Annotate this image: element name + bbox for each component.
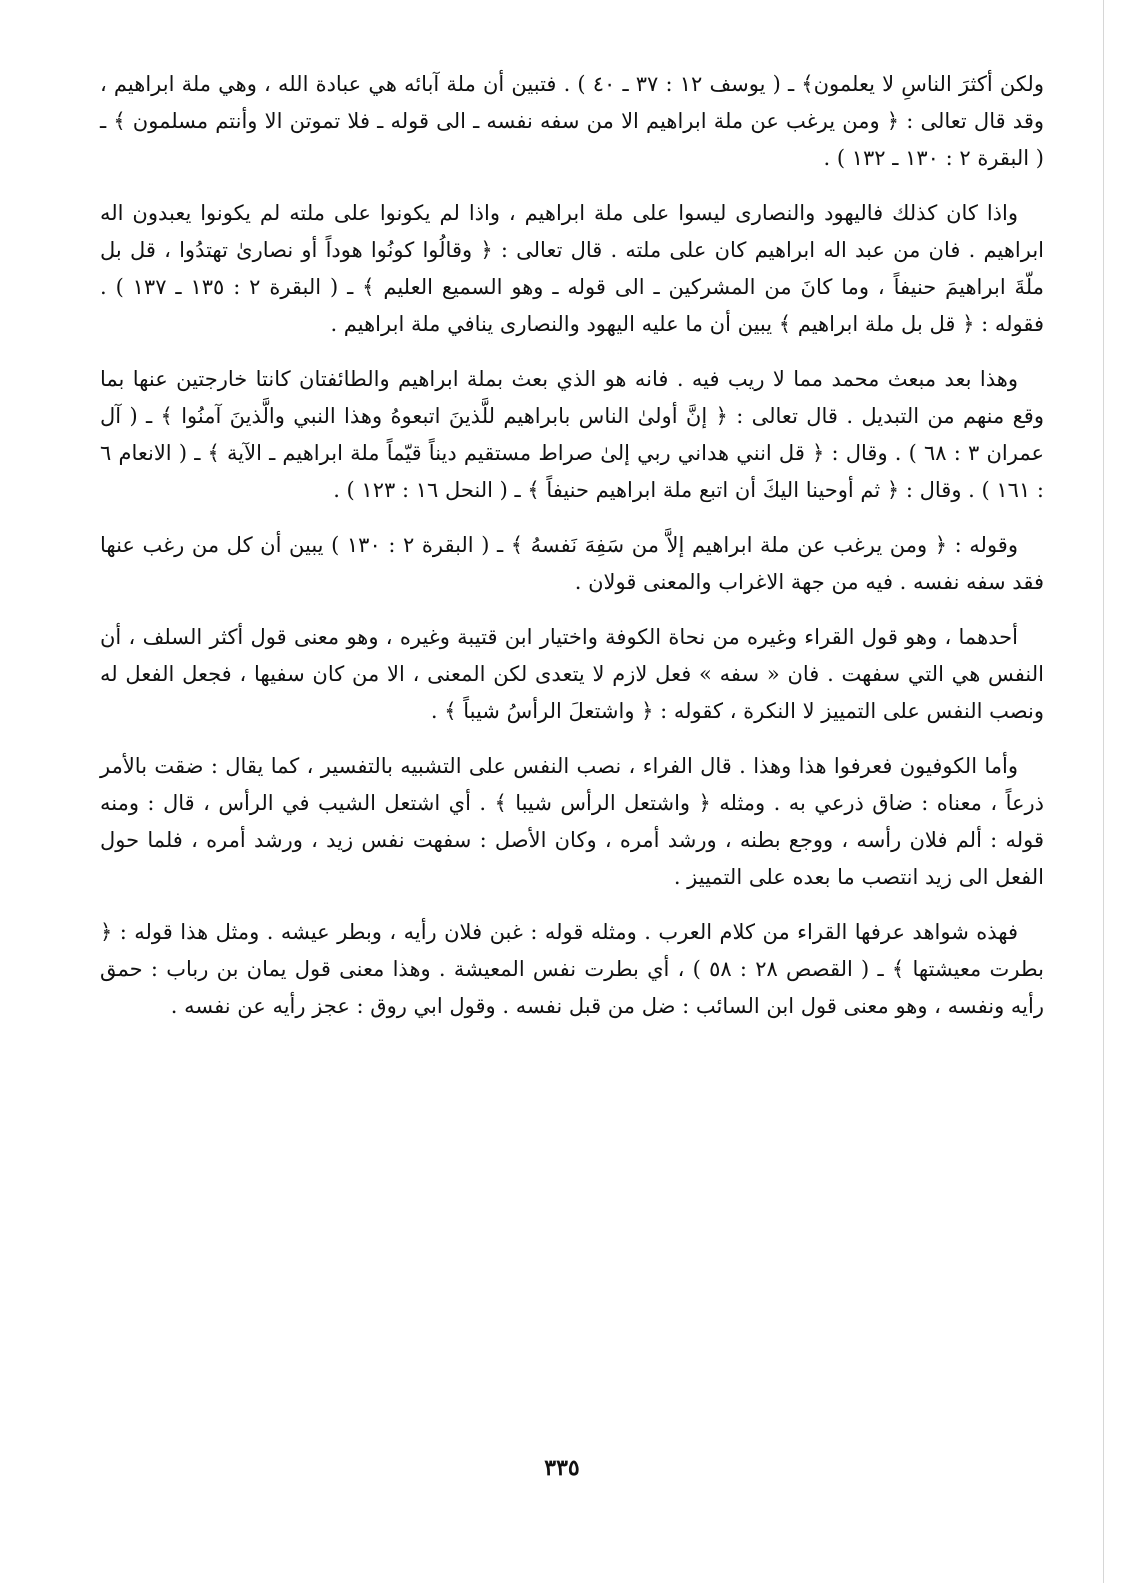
paragraph-7: فهذه شواهد عرفها القراء من كلام العرب . ومثله قوله : غبن فلان رأيه ، وبطر عيشه . ومثل هذا قوله : ﴿ بطرت معيشتها ﴾ ـ ( القصص ٢٨ : ٥٨ ) ، أي بطرت نفس المعيشة . وهذا معنى قول يمان بن رباب : حمق رأيه ونفسه ، وهو معنى قول ابن السائب : ضل من قبل نفسه . وقول ابي روق : عجز رأيه عن نفسه .: [100, 920, 1044, 1018]
page-edge-line: [1103, 0, 1104, 1583]
page-number: ٣٣٥: [544, 1455, 580, 1481]
paragraph-1: ولكن أكثرَ الناسِ لا يعلمون﴾ ـ ( يوسف ١٢ : ٣٧ ـ ٤٠ ) . فتبين أن ملة آبائه هي عبادة الله ، وهي ملة ابراهيم ، وقد قال تعالى : ﴿ ومن يرغب عن ملة ابراهيم الا من سفه نفسه ـ الى قوله ـ فلا تموتن الا وأنتم مسلمون ﴾ ـ ( البقرة ٢ : ١٣٠ ـ ١٣٢ ) .: [100, 72, 1044, 170]
paragraph-4: وقوله : ﴿ ومن يرغب عن ملة ابراهيم إلاَّ من سَفِهَ نَفسهُ ﴾ ـ ( البقرة ٢ : ١٣٠ ) يبين أن كل من رغب عنها فقد سفه نفسه . فيه من جهة الاغراب والمعنى قولان .: [100, 533, 1044, 594]
paragraph-6: وأما الكوفيون فعرفوا هذا وهذا . قال الفراء ، نصب النفس على التشبيه بالتفسير ، كما يقال : ضقت بالأمر ذرعاً ، معناه : ضاق ذرعي به . ومثله ﴿ واشتعل الرأس شيبا ﴾ . أي اشتعل الشيب في الرأس ، قال : ومنه قوله : ألم فلان رأسه ، ووجع بطنه ، ورشد أمره ، وكان الأصل : سفهت نفس زيد ، ورشد أمره ، فلما حول الفعل الى زيد انتصب ما بعده على التمييز .: [100, 754, 1044, 889]
page-body-text: [100, 66, 1044, 1043]
paragraph-2: واذا كان كذلك فاليهود والنصارى ليسوا على ملة ابراهيم ، واذا لم يكونوا على ملته لم يكونوا يعبدون اله ابراهيم . فان من عبد اله ابراهيم كان على ملته . قال تعالى : ﴿ وقالُوا كونُوا هوداً أو نصارىٰ تهتدُوا ، قل بل ملّةَ ابراهيمَ حنيفاً ، وما كانَ من المشركين ـ الى قوله ـ وهو السميع العليم ﴾ ـ ( البقرة ٢ : ١٣٥ ـ ١٣٧ ) . فقوله : ﴿ قل بل ملة ابراهيم ﴾ يبين أن ما عليه اليهود والنصارى ينافي ملة ابراهيم .: [100, 201, 1045, 336]
paragraph-5: أحدهما ، وهو قول القراء وغيره من نحاة الكوفة واختيار ابن قتيبة وغيره ، وهو معنى قول أكثر السلف ، أن النفس هي التي سفهت . فان « سفه » فعل لازم لا يتعدى لكن المعنى ، الا من كان سفيها ، فجعل الفعل له ونصب النفس على التمييز لا النكرة ، كقوله : ﴿ واشتعلَ الرأسُ شيباً ﴾ .: [100, 625, 1044, 723]
paragraph-3: وهذا بعد مبعث محمد مما لا ريب فيه . فانه هو الذي بعث بملة ابراهيم والطائفتان كانتا خارجتين عنها بما وقع منهم من التبديل . قال تعالى : ﴿ إنَّ أولىٰ الناس بابراهيم للَّذينَ اتبعوهُ وهذا النبي والَّذينَ آمنُوا ﴾ ـ ( آل عمران ٣ : ٦٨ ) . وقال : ﴿ قل انني هداني ربي إلىٰ صراط مستقيم ديناً قيّماً ملة ابراهيم ـ الآية ﴾ ـ ( الانعام ٦ : ١٦١ ) . وقال : ﴿ ثم أوحينا اليكَ أن اتبع ملة ابراهيم حنيفاً ﴾ ـ ( النحل ١٦ : ١٢٣ ) .: [100, 367, 1044, 502]
